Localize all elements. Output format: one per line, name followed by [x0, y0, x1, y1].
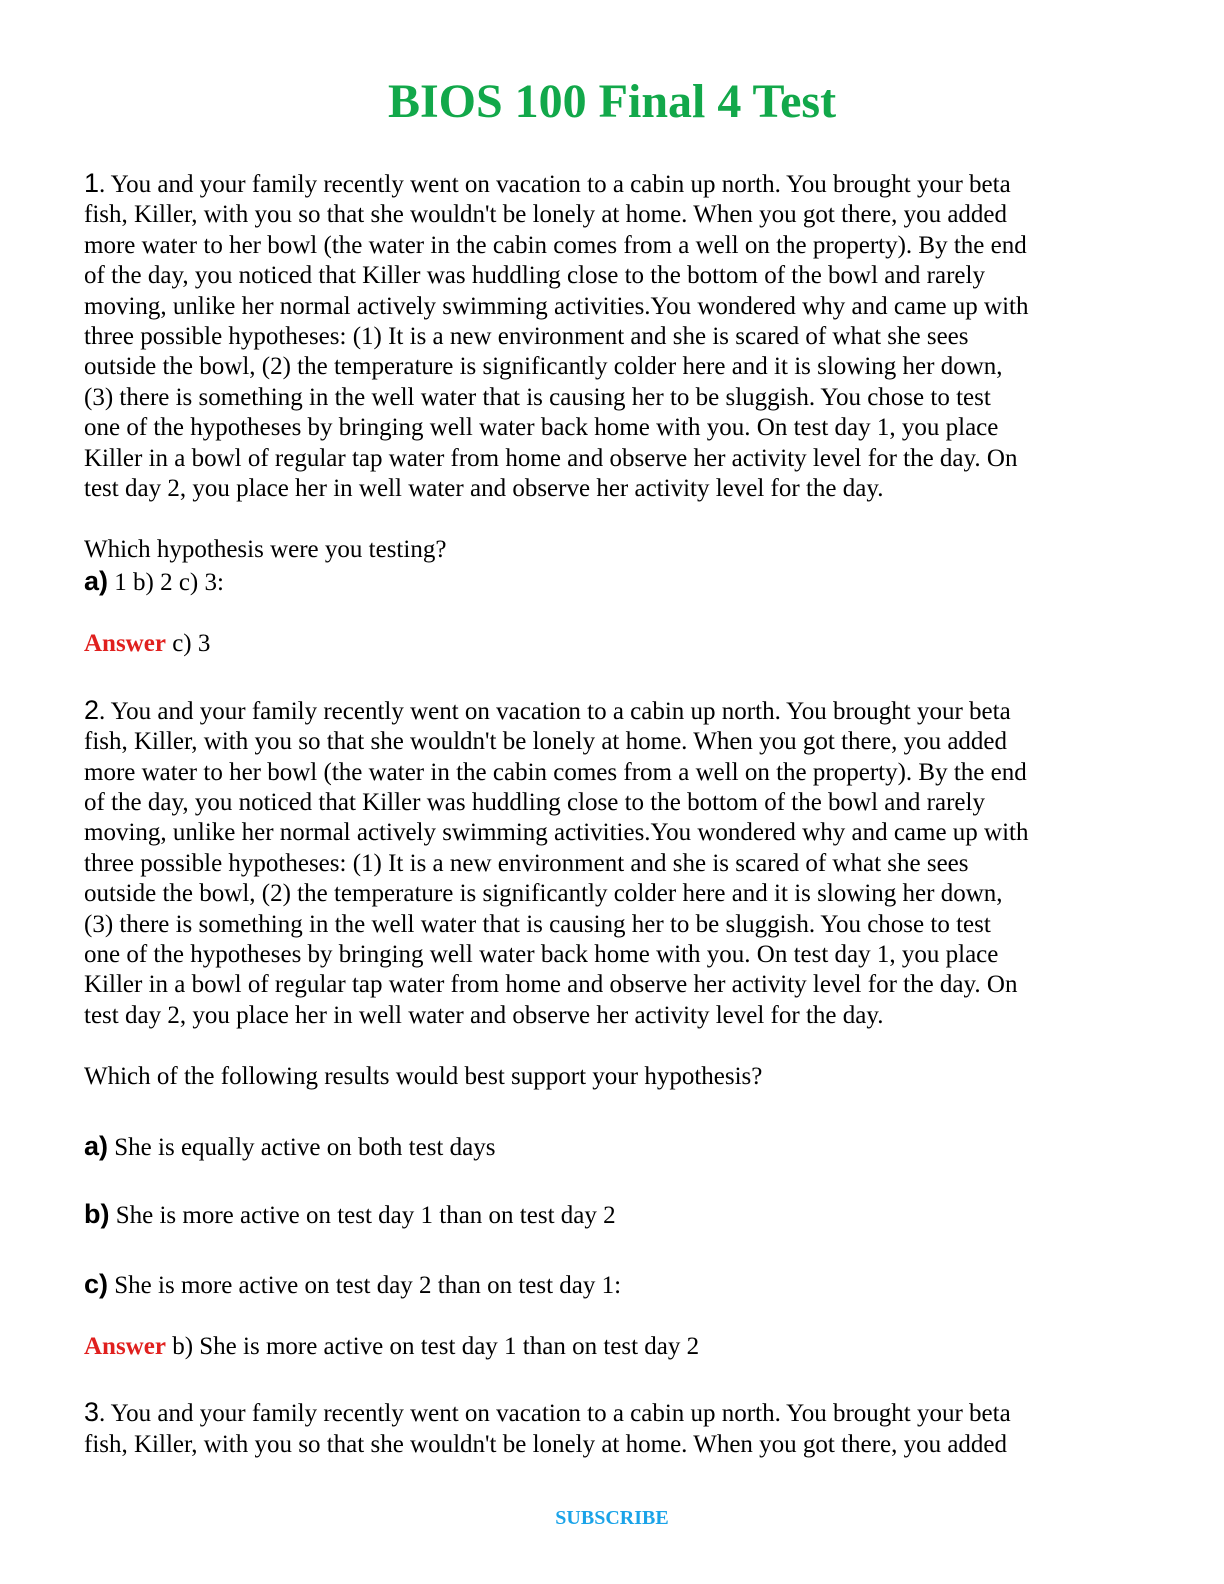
- stem-line: of the day, you noticed that Killer was huddling close to the bottom of the bowl and rarely: [84, 788, 985, 816]
- option-row: [84, 1131, 1144, 1163]
- question-1: [84, 168, 1144, 660]
- answer-label: Answer: [84, 1332, 166, 1360]
- stem-line: three possible hypotheses: (1) It is a new environment and she is scared of what she sees: [84, 323, 969, 351]
- stem-line: Killer in a bowl of regular tap water from home and observe her activity level for the day. On: [84, 971, 1018, 999]
- question-3: [84, 1397, 1144, 1460]
- stem-line: . You and your family recently went on vacation to a cabin up north. You brought your beta: [99, 1400, 1011, 1428]
- stem-line: outside the bowl, (2) the temperature is significantly colder here and it is slowing her down,: [84, 353, 1003, 381]
- stem-line: outside the bowl, (2) the temperature is significantly colder here and it is slowing her down,: [84, 880, 1003, 908]
- stem-line: one of the hypotheses by bringing well water back home with you. On test day 1, you place: [84, 414, 999, 442]
- option-text: 1 b) 2 c) 3:: [108, 568, 224, 596]
- option-letter: a): [84, 565, 109, 596]
- answer-text: b) She is more active on test day 1 than on test day 2: [165, 1332, 700, 1360]
- answer-label: Answer: [84, 630, 166, 658]
- question-number: 1: [84, 168, 100, 198]
- stem-line: Killer in a bowl of regular tap water from home and observe her activity level for the day. On: [84, 444, 1018, 472]
- stem-line: more water to her bowl (the water in the cabin comes from a well on the property). By the end: [84, 231, 1027, 259]
- page-title: BIOS 100 Final 4 Test: [387, 75, 837, 128]
- document-body: [84, 168, 1144, 1460]
- question-prompt: Which of the following results would best support your hypothesis?: [84, 1063, 763, 1091]
- option-text: She is more active on test day 2 than on test day 1:: [108, 1272, 622, 1300]
- stem-line: test day 2, you place her in well water and observe her activity level for the day.: [84, 475, 884, 503]
- option-row: [84, 1269, 1144, 1301]
- stem-line: (3) there is something in the well water that is causing her to be sluggish. You chose to test: [84, 910, 991, 938]
- option-letter: c): [84, 1269, 109, 1300]
- question-number: 3: [84, 1397, 100, 1428]
- stem-line: of the day, you noticed that Killer was huddling close to the bottom of the bowl and rarely: [84, 262, 985, 290]
- answer-line: [84, 629, 1144, 659]
- stem-line: moving, unlike her normal actively swimming activities.You wondered why and came up with: [84, 819, 1029, 847]
- stem-line: moving, unlike her normal actively swimming activities.You wondered why and came up with: [84, 292, 1029, 320]
- stem-line: fish, Killer, with you so that she wouldn't be lonely at home. When you got there, you added: [84, 201, 1008, 229]
- option-text: She is equally active on both test days: [108, 1133, 496, 1161]
- question-stem: [84, 695, 1144, 1031]
- question-prompt: Which hypothesis were you testing?: [84, 536, 447, 564]
- question-stem: [84, 168, 1144, 504]
- stem-line: more water to her bowl (the water in the cabin comes from a well on the property). By the end: [84, 758, 1027, 786]
- question-2: [84, 695, 1144, 1363]
- option-letter: a): [84, 1130, 109, 1161]
- stem-line: three possible hypotheses: (1) It is a new environment and she is scared of what she sees: [84, 849, 969, 877]
- question-number: 2: [84, 694, 100, 725]
- stem-line: fish, Killer, with you so that she wouldn't be lonely at home. When you got there, you added: [84, 728, 1008, 756]
- subscribe-link[interactable]: SUBSCRIBE: [555, 1507, 669, 1529]
- option-row: [84, 1199, 1144, 1231]
- option-letter: b): [84, 1198, 110, 1229]
- option-row: [84, 566, 1144, 598]
- stem-line: (3) there is something in the well water that is causing her to be sluggish. You chose to test: [84, 383, 991, 411]
- answer-text: c) 3: [165, 630, 211, 658]
- question-stem: [84, 1397, 1144, 1460]
- stem-line: . You and your family recently went on vacation to a cabin up north. You brought your beta: [99, 697, 1011, 725]
- stem-line: one of the hypotheses by bringing well water back home with you. On test day 1, you place: [84, 940, 999, 968]
- stem-line: . You and your family recently went on vacation to a cabin up north. You brought your beta: [99, 171, 1011, 198]
- option-text: She is more active on test day 1 than on test day 2: [109, 1201, 616, 1229]
- stem-line: test day 2, you place her in well water and observe her activity level for the day.: [84, 1001, 884, 1029]
- answer-line: [84, 1332, 1144, 1362]
- stem-line: fish, Killer, with you so that she wouldn't be lonely at home. When you got there, you added: [84, 1430, 1008, 1458]
